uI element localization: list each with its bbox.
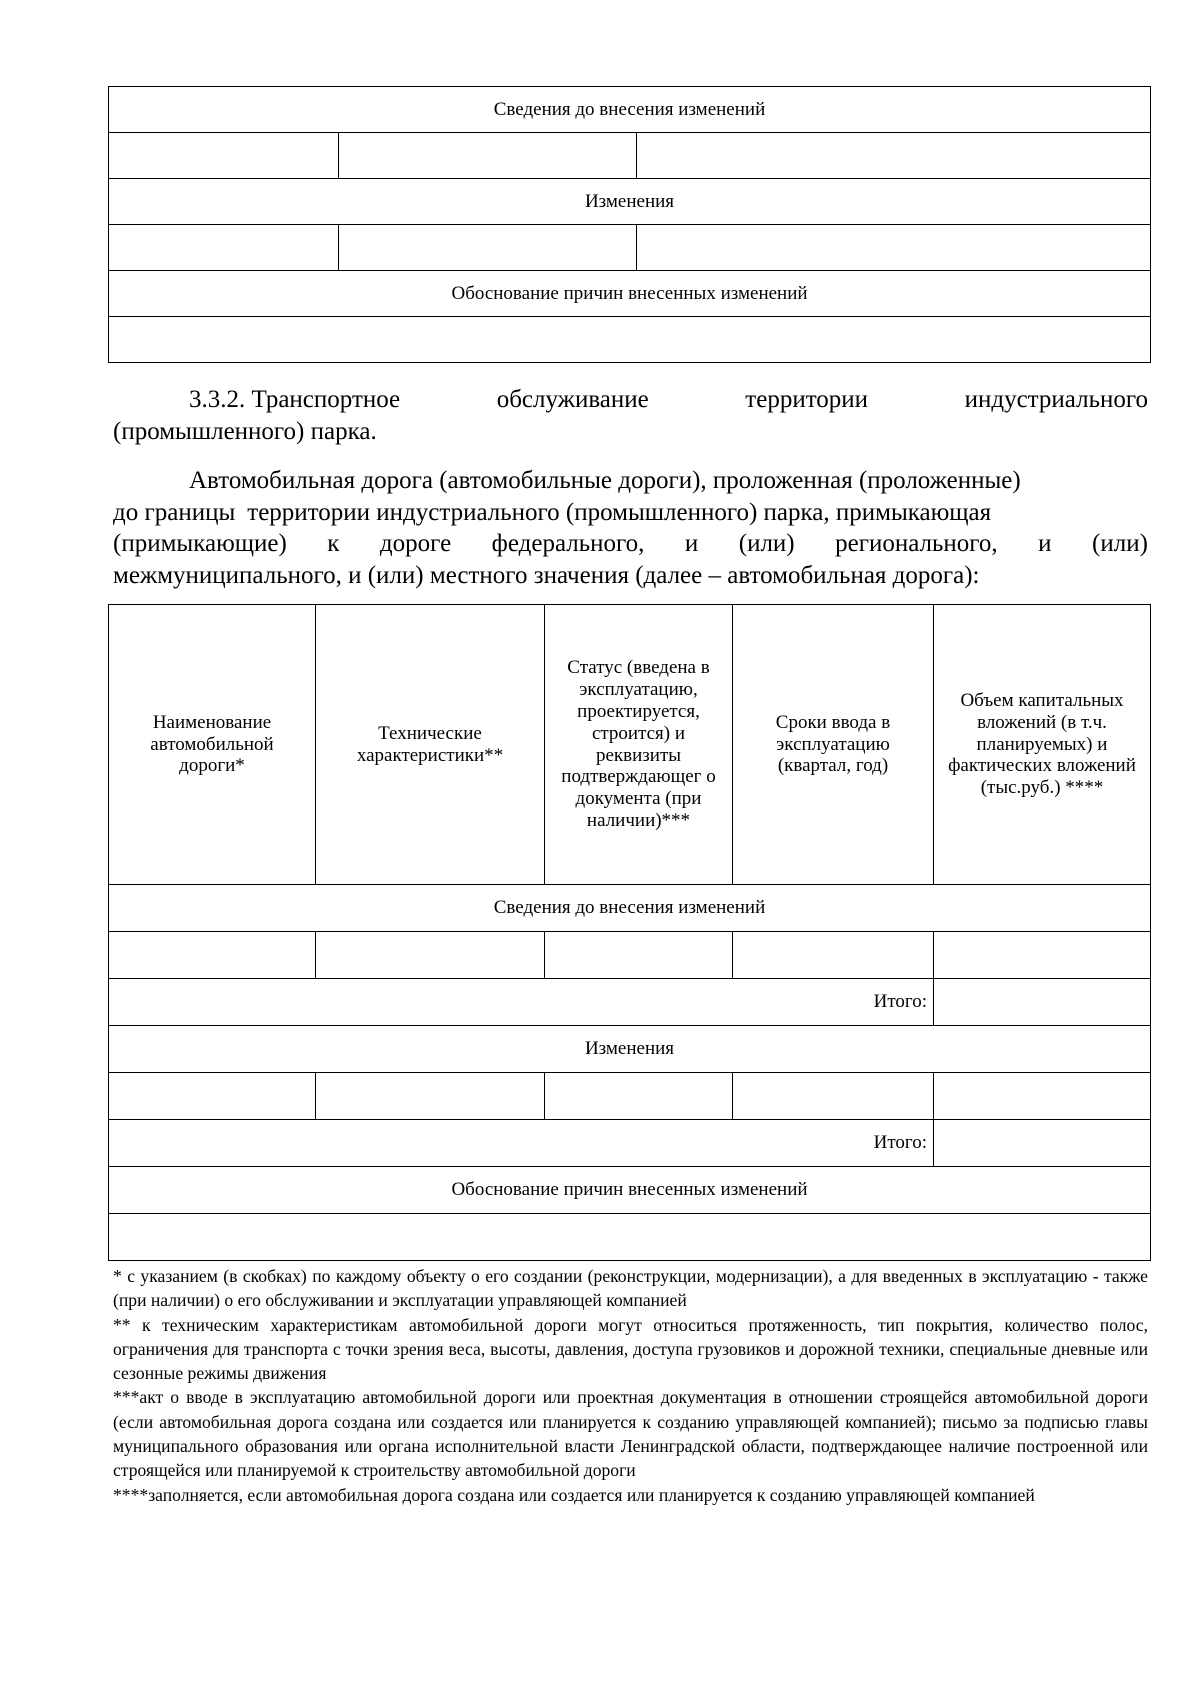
table-cell[interactable]	[637, 133, 1151, 179]
heading-word: территории	[745, 386, 869, 413]
header-commission-dates: Сроки ввода в эксплуатацию (квартал, год)	[733, 605, 934, 885]
paragraph-text: (примыкающие)	[113, 530, 287, 557]
heading-line-2: (промышленного) парка.	[113, 417, 377, 445]
table-cell[interactable]	[637, 225, 1151, 271]
header-status: Статус (введена в эксплуатацию, проектируется, строится) и реквизиты подтверждающег о документа (при наличии)***	[545, 605, 733, 885]
table-cell[interactable]	[316, 1073, 545, 1120]
reason-cell[interactable]	[109, 317, 1151, 363]
table-cell[interactable]	[109, 225, 339, 271]
footnote-2: ** к техническим характеристикам автомобильной дороги могут относиться протяженность, тип покрытия, количество полос, ограничения для транспорта с точки зрения веса, высоты, давления, доступа грузовиков и дорожной техники, специальные дневные или сезонные режимы движения	[113, 1314, 1148, 1384]
footnote-3: ***акт о вводе в эксплуатацию автомобильной дороги или проектная документация в отношении строящейся автомобильной дороги (если автомобильная дорога создана или создается или планируется к созданию управляющей компанией); письмо за подписью главы муниципального образования или органа исполнительной власти Ленинградской области, подтверждающее наличие построенной или строящейся или планируемой к строительству автомобильной дороги	[113, 1387, 1148, 1481]
heading-line-1	[113, 384, 1148, 416]
table-cell[interactable]	[545, 932, 733, 979]
changes-header: Изменения	[109, 179, 1151, 225]
total-label: Итого:	[109, 979, 934, 1026]
table-cell[interactable]	[109, 133, 339, 179]
footnote-4: ****заполняется, если автомобильная дорога создана или создается или планируется к созданию управляющей компанией	[113, 1484, 1035, 1505]
table-cell[interactable]	[339, 225, 637, 271]
paragraph-text: (или)	[738, 530, 795, 557]
heading-word: 3.3.2. Транспортное	[189, 386, 401, 413]
reason-header: Обоснование причин внесенных изменений	[109, 271, 1151, 317]
changes-table-top	[108, 86, 1151, 363]
table-cell[interactable]	[733, 932, 934, 979]
total-label: Итого:	[109, 1120, 934, 1167]
reason-header: Обоснование причин внесенных изменений	[109, 1167, 1151, 1214]
paragraph-line	[113, 497, 1148, 529]
before-changes-header: Сведения до внесения изменений	[109, 87, 1151, 133]
paragraph-text: и	[684, 530, 699, 557]
total-cell[interactable]	[934, 979, 1151, 1026]
table-cell[interactable]	[733, 1073, 934, 1120]
paragraph-line	[113, 528, 1148, 560]
header-tech-specs: Технические характеристики**	[316, 605, 545, 885]
paragraph-text: территории индустриального (промышленного) парка, примыкающая	[247, 498, 992, 526]
paragraph-line: межмуниципального, и (или) местного значения (далее – автомобильная дорога):	[113, 561, 980, 589]
table-cell[interactable]	[109, 1073, 316, 1120]
before-changes-header: Сведения до внесения изменений	[109, 885, 1151, 932]
table-cell[interactable]	[545, 1073, 733, 1120]
total-cell[interactable]	[934, 1120, 1151, 1167]
paragraph-text: к	[327, 530, 340, 557]
table-cell[interactable]	[339, 133, 637, 179]
paragraph-text: федерального,	[491, 530, 645, 557]
paragraph-line	[113, 465, 1148, 497]
table-cell[interactable]	[934, 932, 1151, 979]
heading-word: обслуживание	[496, 386, 649, 413]
paragraph-text: до границы	[113, 498, 236, 526]
heading-word: индустриального	[964, 386, 1148, 413]
footnote-1: * с указанием (в скобках) по каждому объекту о его создании (реконструкции, модернизации), а для введенных в эксплуатацию - также (при наличии) о его обслуживании и эксплуатации управляющей компанией	[113, 1266, 1148, 1311]
table-cell[interactable]	[316, 932, 545, 979]
footnotes	[113, 1264, 1148, 1507]
paragraph-text: регионального,	[835, 530, 998, 557]
section-paragraph	[113, 465, 1148, 591]
header-investment: Объем капитальных вложений (в т.ч. планируемых) и фактических вложений (тыс.руб.) ****	[934, 605, 1151, 885]
paragraph-text: (или)	[1092, 530, 1148, 557]
table-cell[interactable]	[109, 932, 316, 979]
table-cell[interactable]	[934, 1073, 1151, 1120]
paragraph-text: и	[1038, 530, 1052, 557]
section-heading	[113, 384, 1148, 447]
reason-cell[interactable]	[109, 1214, 1151, 1261]
changes-header: Изменения	[109, 1026, 1151, 1073]
paragraph-text: дороге	[379, 530, 452, 557]
paragraph-text: Автомобильная дорога (автомобильные дороги), проложенная (проложенные)	[189, 467, 1021, 494]
road-table	[108, 604, 1151, 1261]
header-road-name: Наименование автомобильной дороги*	[109, 605, 316, 885]
